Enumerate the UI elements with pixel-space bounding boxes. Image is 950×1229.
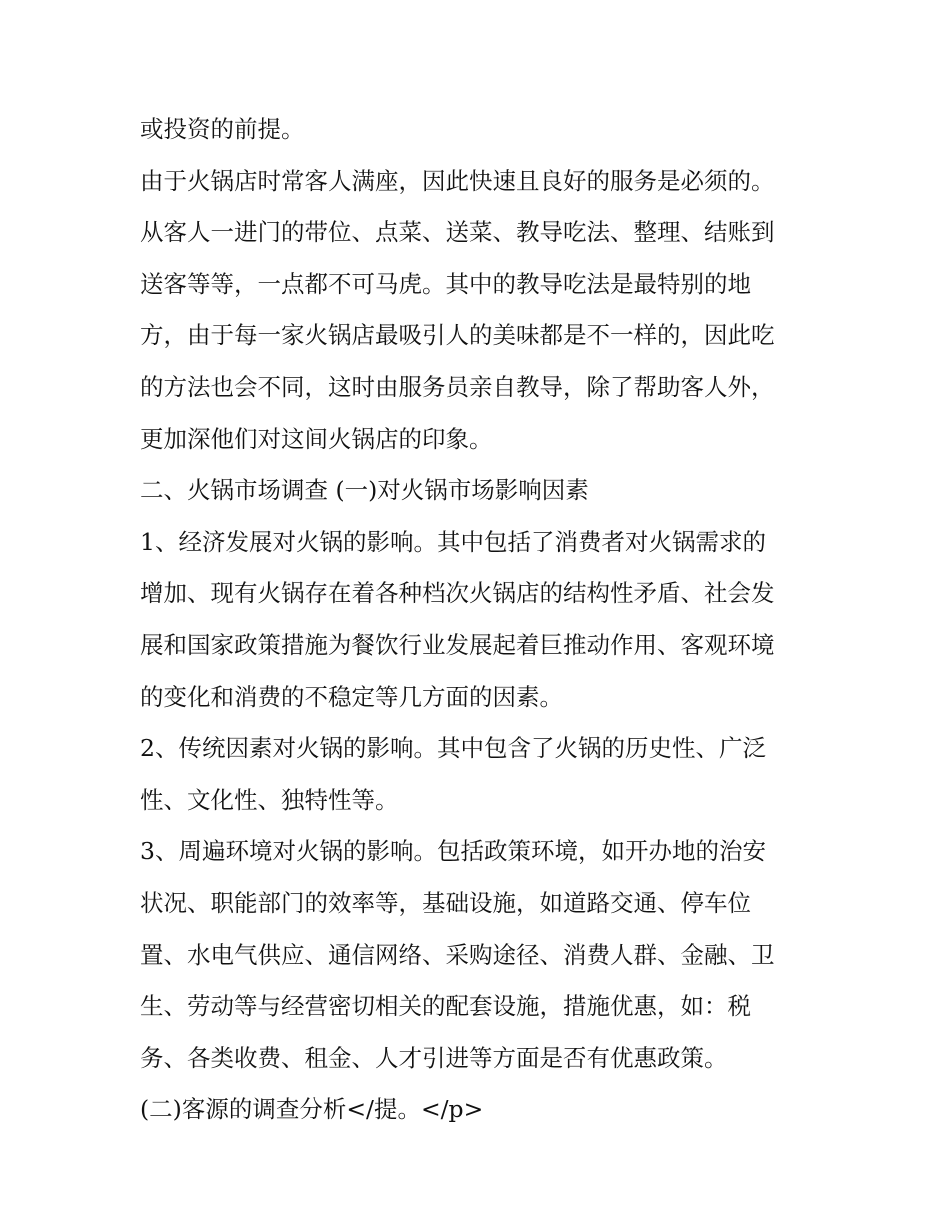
text-line: 更加深他们对这间火锅店的印象。 <box>140 424 493 453</box>
text-line: 性、文化性、独特性等。 <box>140 785 399 814</box>
text-line: 1、经济发展对火锅的影响。其中包括了消费者对火锅需求的 <box>140 527 766 556</box>
text-line: 由于火锅店时常客人满座，因此快速且良好的服务是必须的。 <box>140 166 775 195</box>
text-line: 3、周遍环境对火锅的影响。包括政策环境，如开办地的治安 <box>140 837 766 866</box>
text-line: 的变化和消费的不稳定等几方面的因素。 <box>140 682 563 711</box>
section-heading: 二、火锅市场调查 (一)对火锅市场影响因素 <box>140 476 589 505</box>
text-line: 生、劳动等与经营密切相关的配套设施，措施优惠，如：税 <box>140 992 751 1021</box>
text-line: 增加、现有火锅存在着各种档次火锅店的结构性矛盾、社会发 <box>140 579 775 608</box>
text-line: 或投资的前提。 <box>140 115 305 143</box>
text-line: 2、传统因素对火锅的影响。其中包含了火锅的历史性、广泛 <box>140 734 766 763</box>
text-line: 方，由于每一家火锅店最吸引人的美味都是不一样的，因此吃 <box>140 321 775 350</box>
text-line: 置、水电气供应、通信网络、采购途径、消费人群、金融、卫 <box>140 940 775 969</box>
text-line: 的方法也会不同，这时由服务员亲自教导，除了帮助客人外， <box>140 372 775 401</box>
document-body <box>140 104 820 1136</box>
text-line: 展和国家政策措施为餐饮行业发展起着巨推动作用、客观环境 <box>140 630 775 659</box>
text-line: 务、各类收费、租金、人才引进等方面是否有优惠政策。 <box>140 1043 728 1072</box>
text-line: 送客等等，一点都不可马虎。其中的教导吃法是最特别的地 <box>140 269 751 298</box>
subsection-heading: (二)客源的调查分析</提。</p> <box>140 1095 484 1124</box>
text-line: 状况、职能部门的效率等，基础设施，如道路交通、停车位 <box>140 888 751 917</box>
text-line: 从客人一进门的带位、点菜、送菜、教导吃法、整理、结账到 <box>140 218 775 247</box>
